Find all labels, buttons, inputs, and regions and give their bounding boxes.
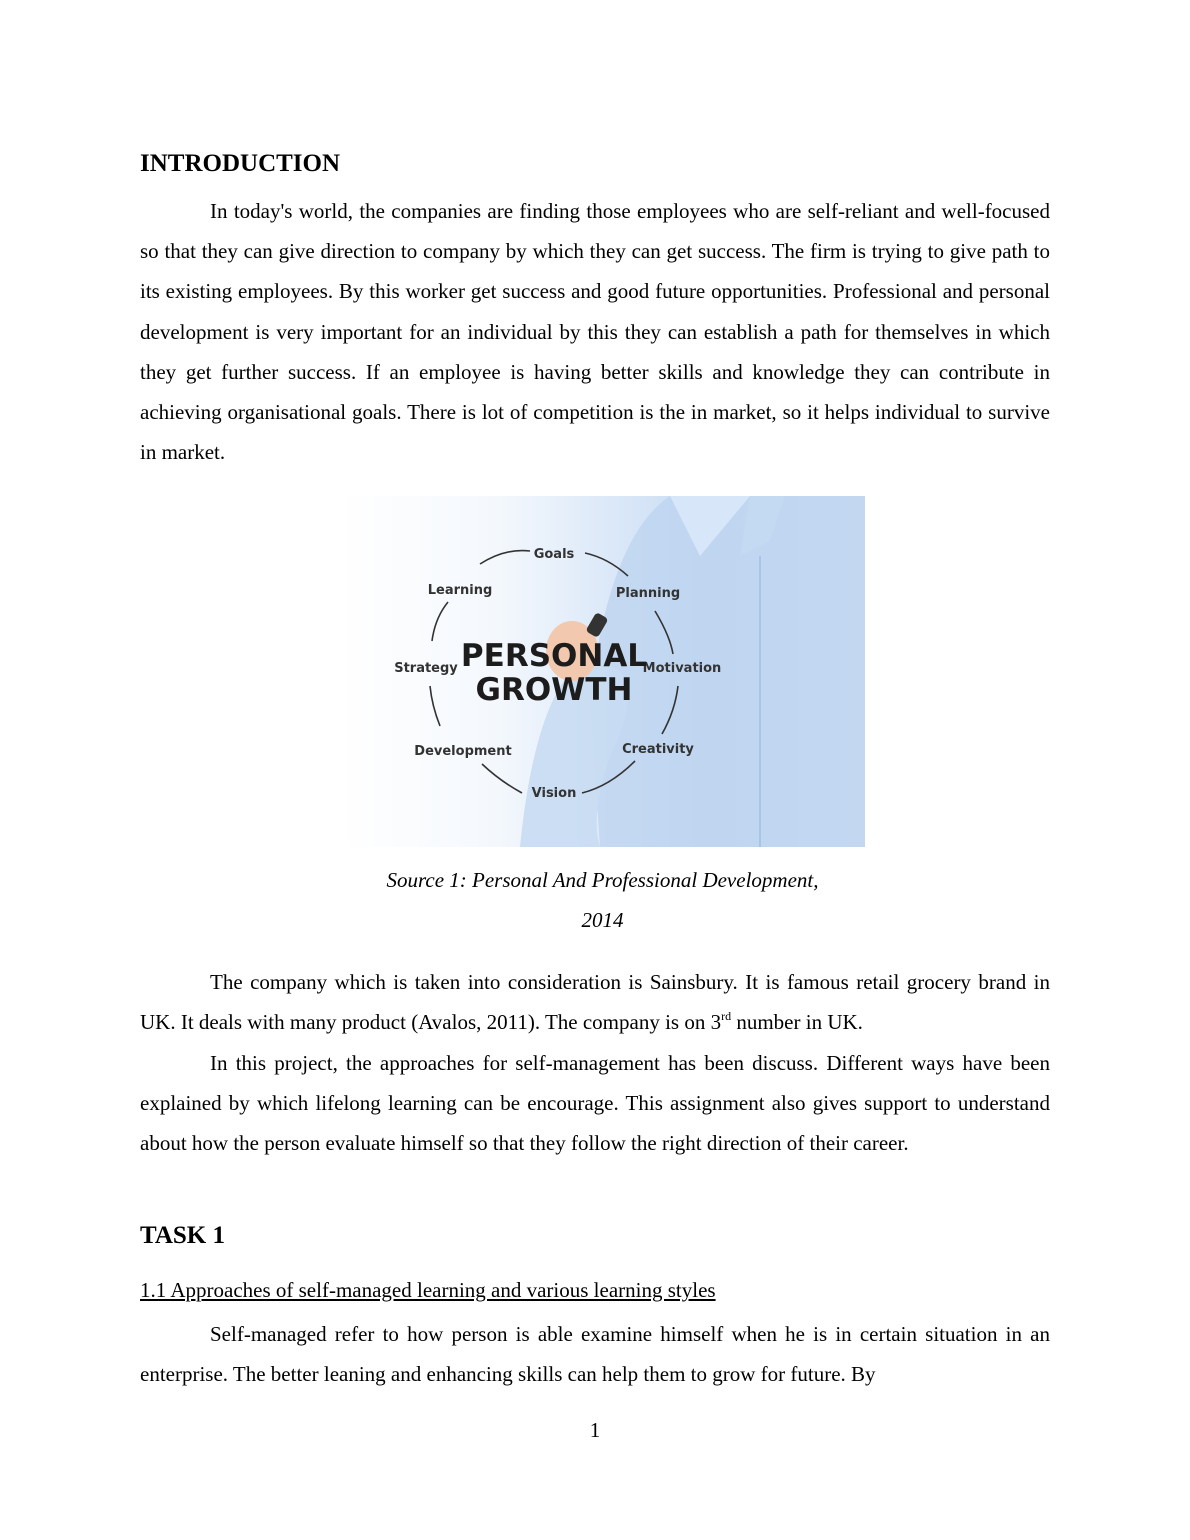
figure-title-line2: GROWTH <box>475 672 633 708</box>
personal-growth-image <box>340 496 865 847</box>
page-number: 1 <box>589 1418 601 1442</box>
company-text-start: The company which is taken into consideration is Sainsbury. It is famous retail grocery brand in UK. It deals with many product (Avalos, 2011). The company is on 3 <box>140 970 1050 1035</box>
company-paragraph <box>140 962 1050 1042</box>
cycle-label-goals: Goals <box>533 547 575 562</box>
task1-heading: TASK 1 <box>140 1222 225 1249</box>
caption-line2: 2014 <box>581 908 624 932</box>
project-paragraph <box>140 1043 1050 1164</box>
figure-title-line1: PERSONAL <box>460 638 648 674</box>
ordinal-superscript: rd <box>721 1009 732 1024</box>
cycle-label-development: Development <box>414 744 512 759</box>
task1-subheading: 1.1 Approaches of self-managed learning and various learning styles <box>140 1278 716 1302</box>
figure-caption <box>340 860 865 932</box>
project-text: In this project, the approaches for self-management has been discuss. Different ways have been explained by which lifelong learning can be encourage. This assignment also gives support to understand about how the person evaluate himself so that they follow the right direction of their career. <box>140 1051 1050 1156</box>
cycle-label-creativity: Creativity <box>622 742 694 757</box>
company-text-end: number in UK. <box>731 1010 863 1035</box>
cycle-label-strategy: Strategy <box>394 661 458 676</box>
personal-growth-illustration <box>340 496 865 847</box>
task1-paragraph <box>140 1314 1050 1394</box>
cycle-label-learning: Learning <box>427 583 493 598</box>
caption-line1: Source 1: Personal And Professional Development, <box>386 868 819 892</box>
intro-paragraph <box>140 191 1050 472</box>
cycle-label-vision: Vision <box>531 786 577 801</box>
intro-text: In today's world, the companies are finding those employees who are self-reliant and well-focused so that they can give direction to company by which they can get success. The firm is trying to give path to its existing employees. By this worker get success and good future opportunities. Professional and personal development is very important for an individual by this they can establish a path for themselves in which they get further success. If an employee is having better skills and knowledge they can contribute in achieving organisational goals. There is lot of competition is the in market, so it helps individual to survive in market. <box>140 199 1050 465</box>
introduction-heading: INTRODUCTION <box>140 150 341 177</box>
task1-text: Self-managed refer to how person is able examine himself when he is in certain situation in an enterprise. The better leaning and enhancing skills can help them to grow for future. By <box>140 1322 1050 1387</box>
cycle-label-planning: Planning <box>615 586 681 601</box>
cycle-label-motivation: Motivation <box>642 661 722 676</box>
